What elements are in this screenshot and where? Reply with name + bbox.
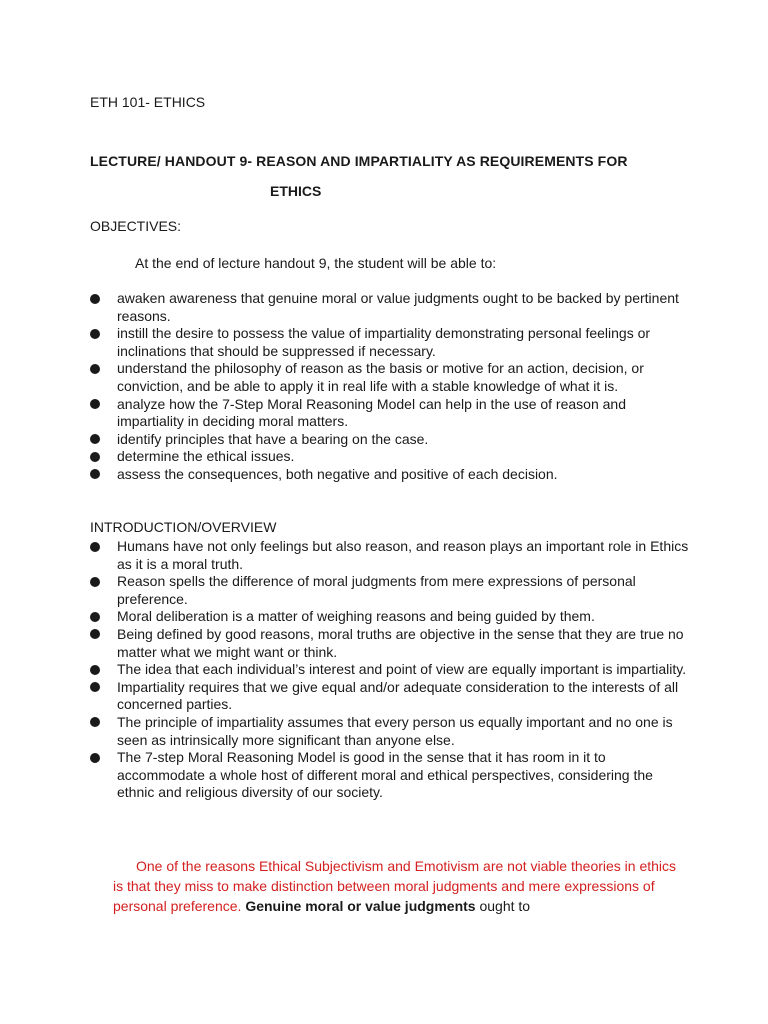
bullet-icon [90,717,100,727]
bullet-icon [90,629,100,639]
bullet-icon [90,364,100,374]
bullet-icon [90,434,100,444]
list-item-text: understand the philosophy of reason as the basis or motive for an action, decision, or conviction, and be able to apply it in real life with a stable knowledge of what it is. [117,360,644,394]
objectives-intro: At the end of lecture handout 9, the student will be able to: [135,255,497,271]
list-item-text: Reason spells the difference of moral judgments from mere expressions of personal preference. [117,573,636,607]
list-item [90,360,690,395]
list-item [90,626,690,661]
bold-phrase: Genuine moral or value judgments [245,898,476,914]
highlighted-text: One of the reasons Ethical Subjectivism and Emotivism are not viable theories in ethics is that they miss to make distinction between moral judgments and mere expressions of personal preference [113,858,677,914]
introduction-list [90,538,690,802]
course-code: ETH 101- ETHICS [90,94,206,110]
list-item [90,661,690,679]
bullet-icon [90,682,100,692]
list-item-text: The 7-step Moral Reasoning Model is good in the sense that it has room in it to accommodate a whole host of different moral and ethical perspectives, considering the ethnic and religious diversity of our society. [117,749,653,801]
list-item [90,573,690,608]
closing-paragraph [113,856,678,916]
list-item [90,608,690,626]
bullet-icon [90,452,100,462]
objectives-list [90,290,690,484]
list-item-text: instill the desire to possess the value of impartiality demonstrating personal feelings or inclinations that should be suppressed if necessary. [117,325,651,359]
list-item [90,538,690,573]
list-item [90,448,690,466]
list-item [90,466,690,484]
bullet-icon [90,542,100,552]
list-item [90,325,690,360]
bullet-icon [90,665,100,675]
list-item-text: Impartiality requires that we give equal and/or adequate consideration to the interests of all concerned parties. [117,678,679,713]
list-item [90,679,690,714]
lecture-title-continuation: ETHICS [270,183,322,199]
list-item-text: The principle of impartiality assumes that every person us equally important and no one is seen as intrinsically more significant than anyone else. [117,713,673,748]
bullet-icon [90,329,100,339]
list-item-text: identify principles that have a bearing on the case. [117,430,429,447]
bullet-icon [90,612,100,622]
bullet-icon [90,399,100,409]
bullet-icon [90,753,100,763]
list-item-text: The idea that each individual’s interest and point of view are equally important is impartiality. [117,661,687,678]
list-item-text: determine the ethical issues. [117,448,295,465]
list-item [90,290,690,325]
list-item-text: awaken awareness that genuine moral or value judgments ought to be backed by pertinent reasons. [117,290,679,324]
bullet-icon [90,577,100,587]
list-item-text: analyze how the 7-Step Moral Reasoning Model can help in the use of reason and impartiality in deciding moral matters. [117,395,626,430]
trailing-text: ought to [479,898,531,914]
introduction-heading: INTRODUCTION/OVERVIEW [90,519,277,535]
objectives-heading: OBJECTIVES: [90,218,182,234]
list-item-text: Being defined by good reasons, moral truths are objective in the sense that they are true no matter what we might want or think. [117,625,684,660]
lecture-title: LECTURE/ HANDOUT 9- REASON AND IMPARTIALITY AS REQUIREMENTS FOR [90,153,628,169]
list-item [90,396,690,431]
list-item-text: Humans have not only feelings but also reason, and reason plays an important role in Ethics as it is a moral truth. [117,538,689,572]
list-item-text: assess the consequences, both negative and positive of each decision. [117,465,558,482]
highlighted-period: . [237,898,242,914]
list-item [90,431,690,449]
list-item-text: Moral deliberation is a matter of weighing reasons and being guided by them. [117,608,595,625]
list-item [90,714,690,749]
bullet-icon [90,469,100,479]
bullet-icon [90,294,100,304]
list-item [90,749,690,802]
